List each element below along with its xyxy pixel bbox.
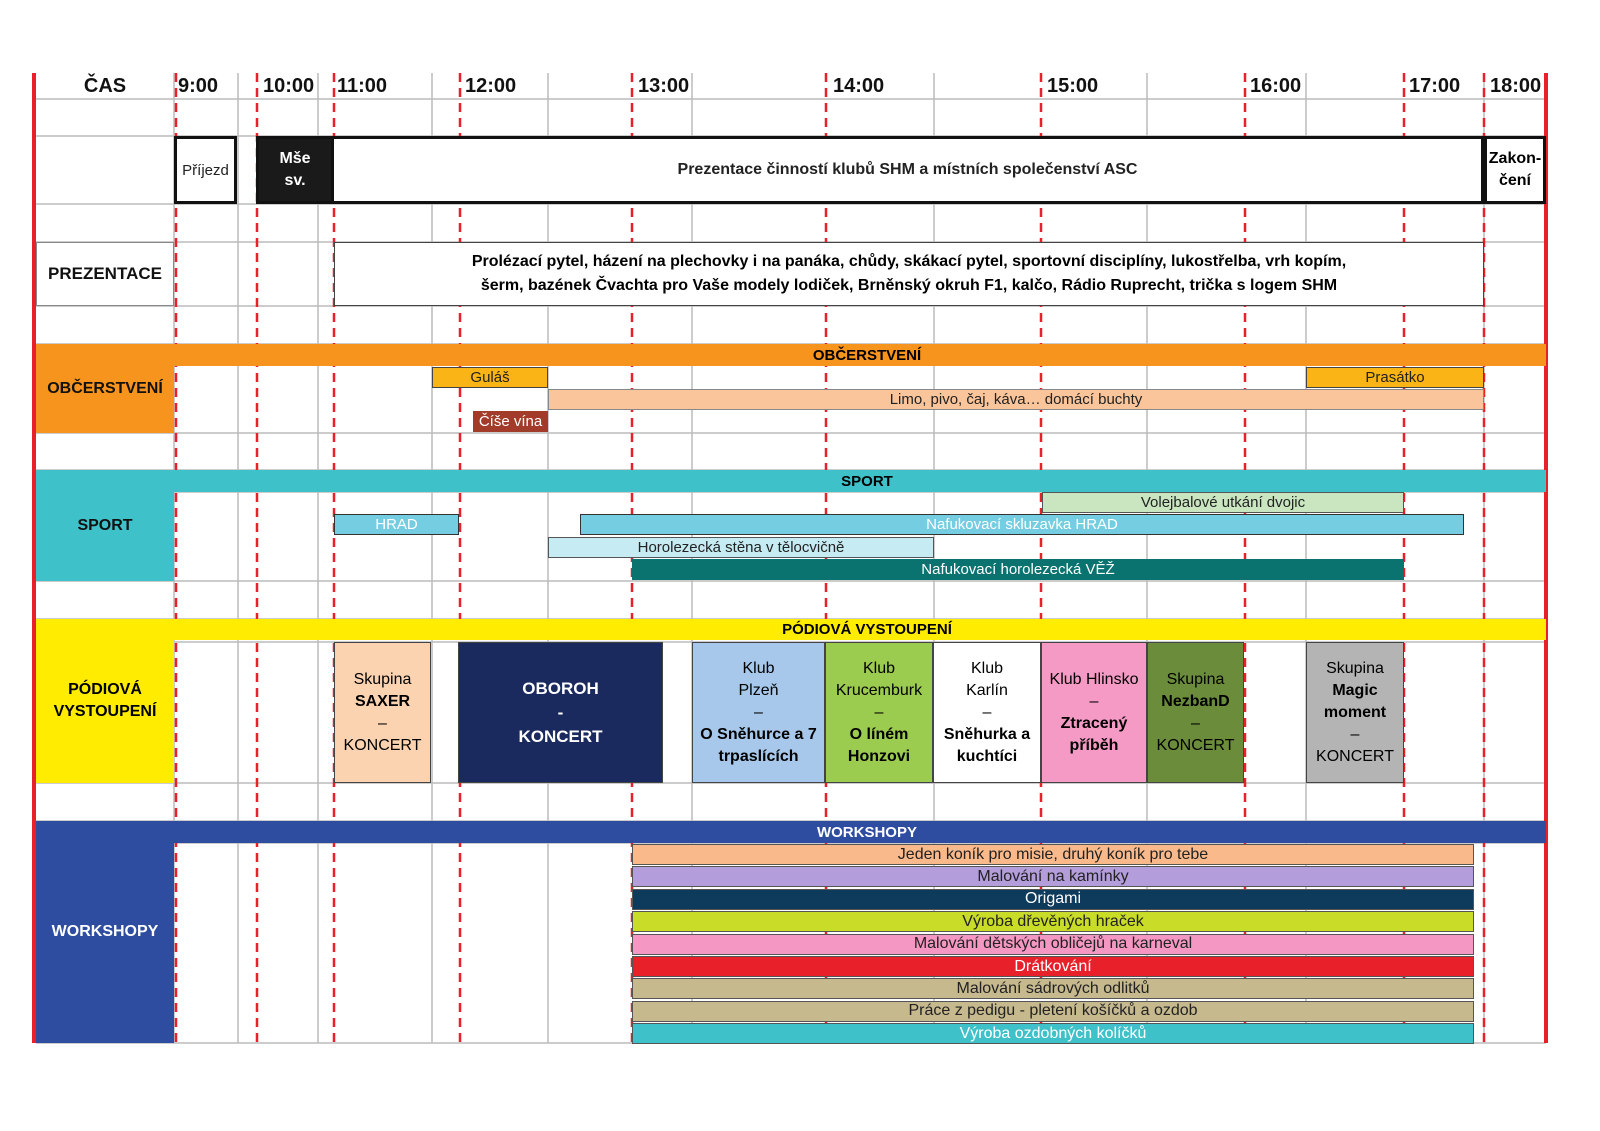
time-label-17: 17:00 [1409, 74, 1461, 97]
magic-line-3: moment [1323, 703, 1387, 721]
saxer-line-4: KONCERT [343, 736, 422, 754]
closing-line-2: čení [1498, 172, 1531, 189]
mass-line-1: Mše [279, 150, 311, 167]
podium-label [36, 619, 174, 783]
time-label-13: 13:00 [638, 74, 690, 97]
krucemburk-line-5: Honzovi [847, 747, 911, 765]
oboroh-card [458, 642, 663, 783]
saxer-card [334, 642, 431, 783]
karlin-card [933, 642, 1041, 783]
karlin-line-5: kuchtíci [956, 747, 1018, 765]
time-label-16: 16:00 [1250, 74, 1302, 97]
closing-block [1484, 136, 1546, 204]
obcerstveni-label: OBČERSTVENÍ [36, 344, 174, 433]
closing-line-1: Zakon- [1488, 150, 1542, 167]
time-label-15: 15:00 [1047, 74, 1099, 97]
hlinsko-line-2: – [1089, 692, 1099, 710]
time-column-header: ČAS [83, 74, 127, 97]
plzen-line-5: trpaslících [718, 747, 799, 765]
sport-label: SPORT [36, 470, 174, 581]
nezband-line-4: KONCERT [1156, 736, 1235, 754]
magic-line-5: KONCERT [1316, 747, 1394, 765]
workshopy-title: WORKSHOPY [816, 823, 917, 841]
volejbal-bar: Volejbalové utkání dvojic [1042, 492, 1404, 513]
workshop-bar: Malování na kamínky [632, 866, 1474, 887]
workshop-bar: Práce z pedigu - pletení košíčků a ozdob [632, 1001, 1474, 1022]
plzen-line-4: O Sněhurce a 7 [700, 725, 817, 743]
time-label-9: 9:00 [178, 74, 219, 97]
skluzavka-bar: Nafukovací skluzavka HRAD [580, 514, 1464, 535]
saxer-line-1: Skupina [353, 670, 412, 688]
hlinsko-line-4: příběh [1069, 736, 1119, 754]
limo-bar: Limo, pivo, čaj, káva… domácí buchty [548, 389, 1484, 410]
plzen-line-2: Plzeň [738, 681, 779, 699]
hrad-bar: HRAD [334, 514, 459, 535]
horolezecka-stena-bar: Horolezecká stěna v tělocvičně [548, 537, 934, 558]
plzen-card [692, 642, 825, 783]
plzen-line-1: Klub [742, 659, 775, 677]
workshop-bar: Malování dětských obličejů na karneval [632, 934, 1474, 955]
workshop-bar: Výroba ozdobných kolíčků [632, 1023, 1474, 1044]
workshop-bar: Malování sádrových odlitků [632, 978, 1474, 999]
nezband-line-2: NezbanD [1161, 692, 1230, 710]
time-label-11: 11:00 [337, 74, 388, 97]
saxer-line-2: SAXER [354, 692, 411, 710]
horolezecka-vez-bar: Nafukovací horolezecká VĚŽ [632, 559, 1404, 580]
prezentace-text-line-1: Prolézací pytel, házení na plechovky i na panáka, chůdy, skákací pytel, sportovní disciplíny, lukostřelba, vrh kopím, [471, 253, 1347, 270]
prezentace-text-line-2: šerm, bazének Čvachta pro Vaše modely lodiček, Brněnský okruh F1, kalčo, Rádio Ruprecht, trička s logem SHM [480, 277, 1338, 294]
plzen-line-3: – [754, 703, 763, 721]
prasatko-bar: Prasátko [1306, 367, 1484, 388]
podium-label-line-2: VYSTOUPENÍ [53, 703, 157, 720]
karlin-line-3: – [982, 703, 992, 721]
gulas-bar: Guláš [432, 367, 548, 388]
hlinsko-line-1: Klub Hlinsko [1049, 670, 1139, 688]
magic-line-4: – [1350, 725, 1360, 743]
time-label-18: 18:00 [1490, 74, 1542, 97]
krucemburk-line-2: Krucemburk [835, 681, 923, 699]
nezband-card [1147, 642, 1244, 783]
hlinsko-card [1041, 642, 1147, 783]
time-label-10: 10:00 [263, 74, 315, 97]
magic-line-1: Skupina [1326, 659, 1384, 677]
magic-line-2: Magic [1332, 681, 1378, 699]
workshop-bar: Jeden koník pro misie, druhý koník pro tebe [632, 844, 1474, 865]
prezentace-activities [334, 242, 1484, 306]
workshop-bar: Origami [632, 889, 1474, 910]
nezband-line-3: – [1191, 714, 1200, 732]
oboroh-line-2: - [557, 702, 564, 722]
oboroh-line-1: OBOROH [522, 678, 599, 698]
podium-label-line-1: PÓDIOVÁ [68, 681, 142, 698]
krucemburk-line-1: Klub [862, 659, 896, 677]
workshop-bar: Drátkování [632, 956, 1474, 977]
cise-vina-bar: Číše vína [473, 411, 548, 432]
krucemburk-line-4: O líném [849, 725, 909, 743]
time-label-14: 14:00 [833, 74, 885, 97]
mass-line-2: sv. [284, 172, 306, 189]
oboroh-line-3: KONCERT [518, 726, 603, 746]
sport-title: SPORT [841, 472, 893, 490]
saxer-line-3: – [378, 714, 387, 732]
workshop-bar: Výroba dřevěných hraček [632, 911, 1474, 932]
workshopy-label: WORKSHOPY [36, 821, 174, 1043]
krucemburk-line-3: – [874, 703, 884, 721]
mass-block [256, 136, 334, 204]
prezentace-label: PREZENTACE [36, 242, 174, 306]
karlin-line-1: Klub [970, 659, 1004, 677]
hlinsko-line-3: Ztracený [1060, 714, 1128, 732]
podium-title: PÓDIOVÁ VYSTOUPENÍ [782, 621, 952, 638]
krucemburk-card [825, 642, 933, 783]
magic-moment-card [1306, 642, 1404, 783]
nezband-line-1: Skupina [1166, 670, 1225, 688]
karlin-line-2: Karlín [966, 681, 1008, 699]
obcerstveni-title: OBČERSTVENÍ [812, 346, 922, 364]
club-presentation-block: Prezentace činností klubů SHM a místních společenství ASC [334, 136, 1484, 204]
karlin-line-4: Sněhurka a [943, 725, 1031, 743]
arrival-block: Příjezd [174, 136, 237, 204]
time-label-12: 12:00 [465, 74, 517, 97]
